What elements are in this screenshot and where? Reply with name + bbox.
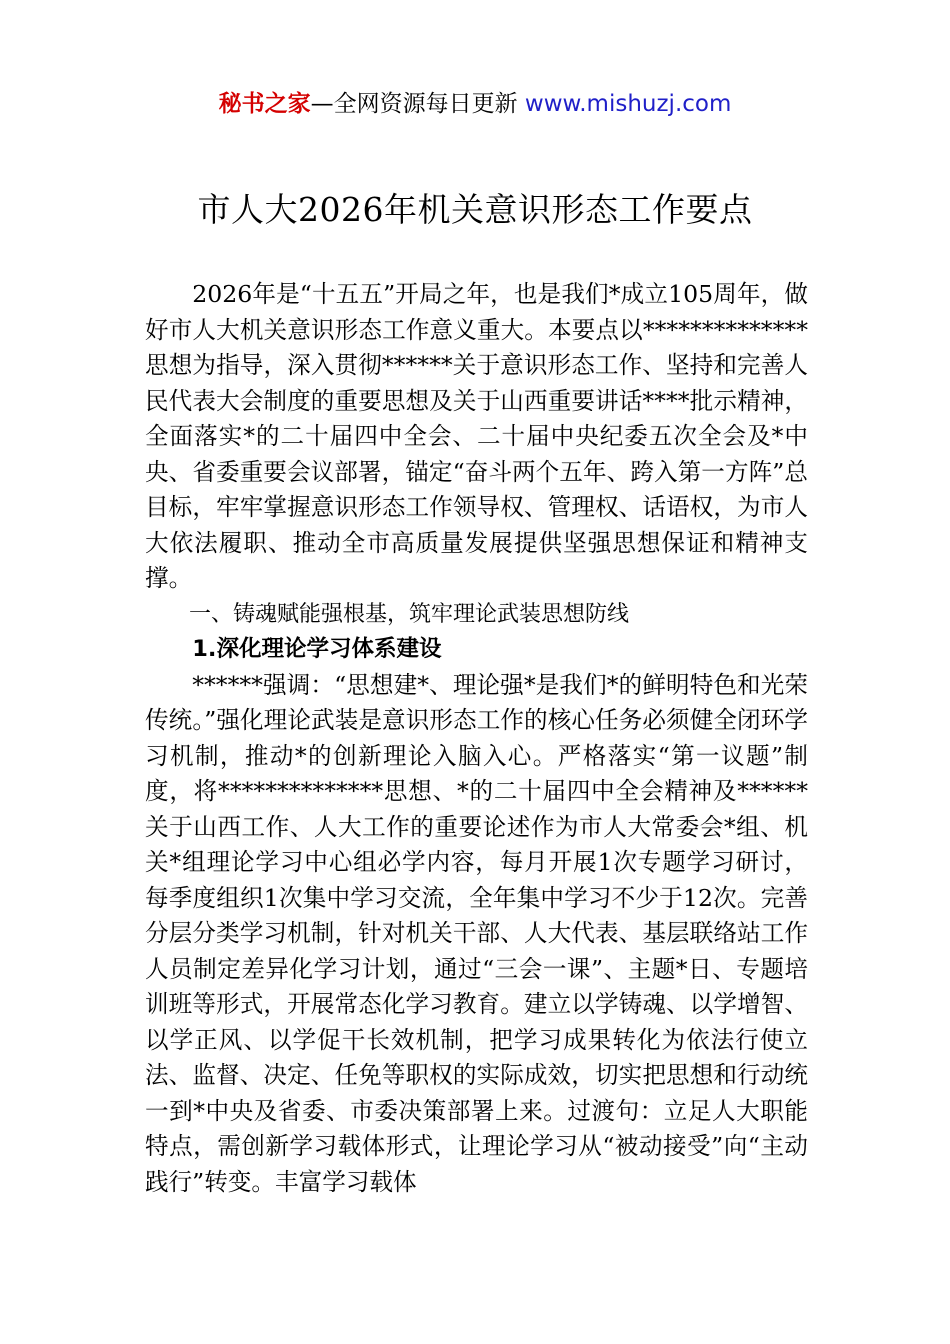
site-tagline: —全网资源每日更新 (310, 91, 525, 117)
subsection-paragraph: ******强调：“思想建*、理论强*是我们*的鲜明特色和光荣传统。”强化理论武装是意识形态工作的核心任务必须健全闭环学习机制，推动*的创新理论入脑入心。严格落实“第一议题”制度，将**************思想、*的二十届四中全会精神及******关于山西工作、人大工作的重要论述作为市人大常委会*组、机关*组理论学习中心组必学内容，每月开展1次专题学习研讨，每季度组织1次集中学习交流，全年集中学习不少于12次。完善分层分类学习机制，针对机关干部、人大代表、基层联络站工作人员制定差异化学习计划，通过“三会一课”、主题*日、专题培训班等形式，开展常态化学习教育。建立以学铸魂、以学增智、以学正风、以学促干长效机制，把学习成果转化为依法行使立法、监督、决定、任免等职权的实际成效，切实把思想和行动统一到*中央及省委、市委决策部署上来。过渡句：立足人大职能特点，需创新学习载体形式，让理论学习从“被动接受”向“主动践行”转变。丰富学习载体 (145, 670, 808, 1196)
intro-paragraph: 2026年是“十五五”开局之年，也是我们*成立105周年，做好市人大机关意识形态工作意义重大。本要点以**************思想为指导，深入贯彻******关于意识形态工作、坚持和完善人民代表大会制度的重要思想及关于山西重要讲话****批示精神，全面落实*的二十届四中全会、二十届中央纪委五次全会及*中央、省委重要会议部署，锚定“奋斗两个五年、跨入第一方阵”总目标，牢牢掌握意识形态工作领导权、管理权、话语权，为市人大依法履职、推动全市高质量发展提供坚强思想保证和精神支撑。 (145, 280, 808, 592)
site-brand: 秘书之家 (218, 91, 311, 117)
subsection-heading: 1.深化理论学习体系建设 (192, 636, 442, 662)
section-heading: 一、铸魂赋能强根基，筑牢理论武装思想防线 (189, 601, 630, 627)
document-body (145, 277, 808, 1200)
site-url[interactable]: www.mishuzj.com (524, 91, 732, 117)
site-header (0, 88, 950, 120)
document-title: 市人大2026年机关意识形态工作要点 (197, 190, 753, 229)
